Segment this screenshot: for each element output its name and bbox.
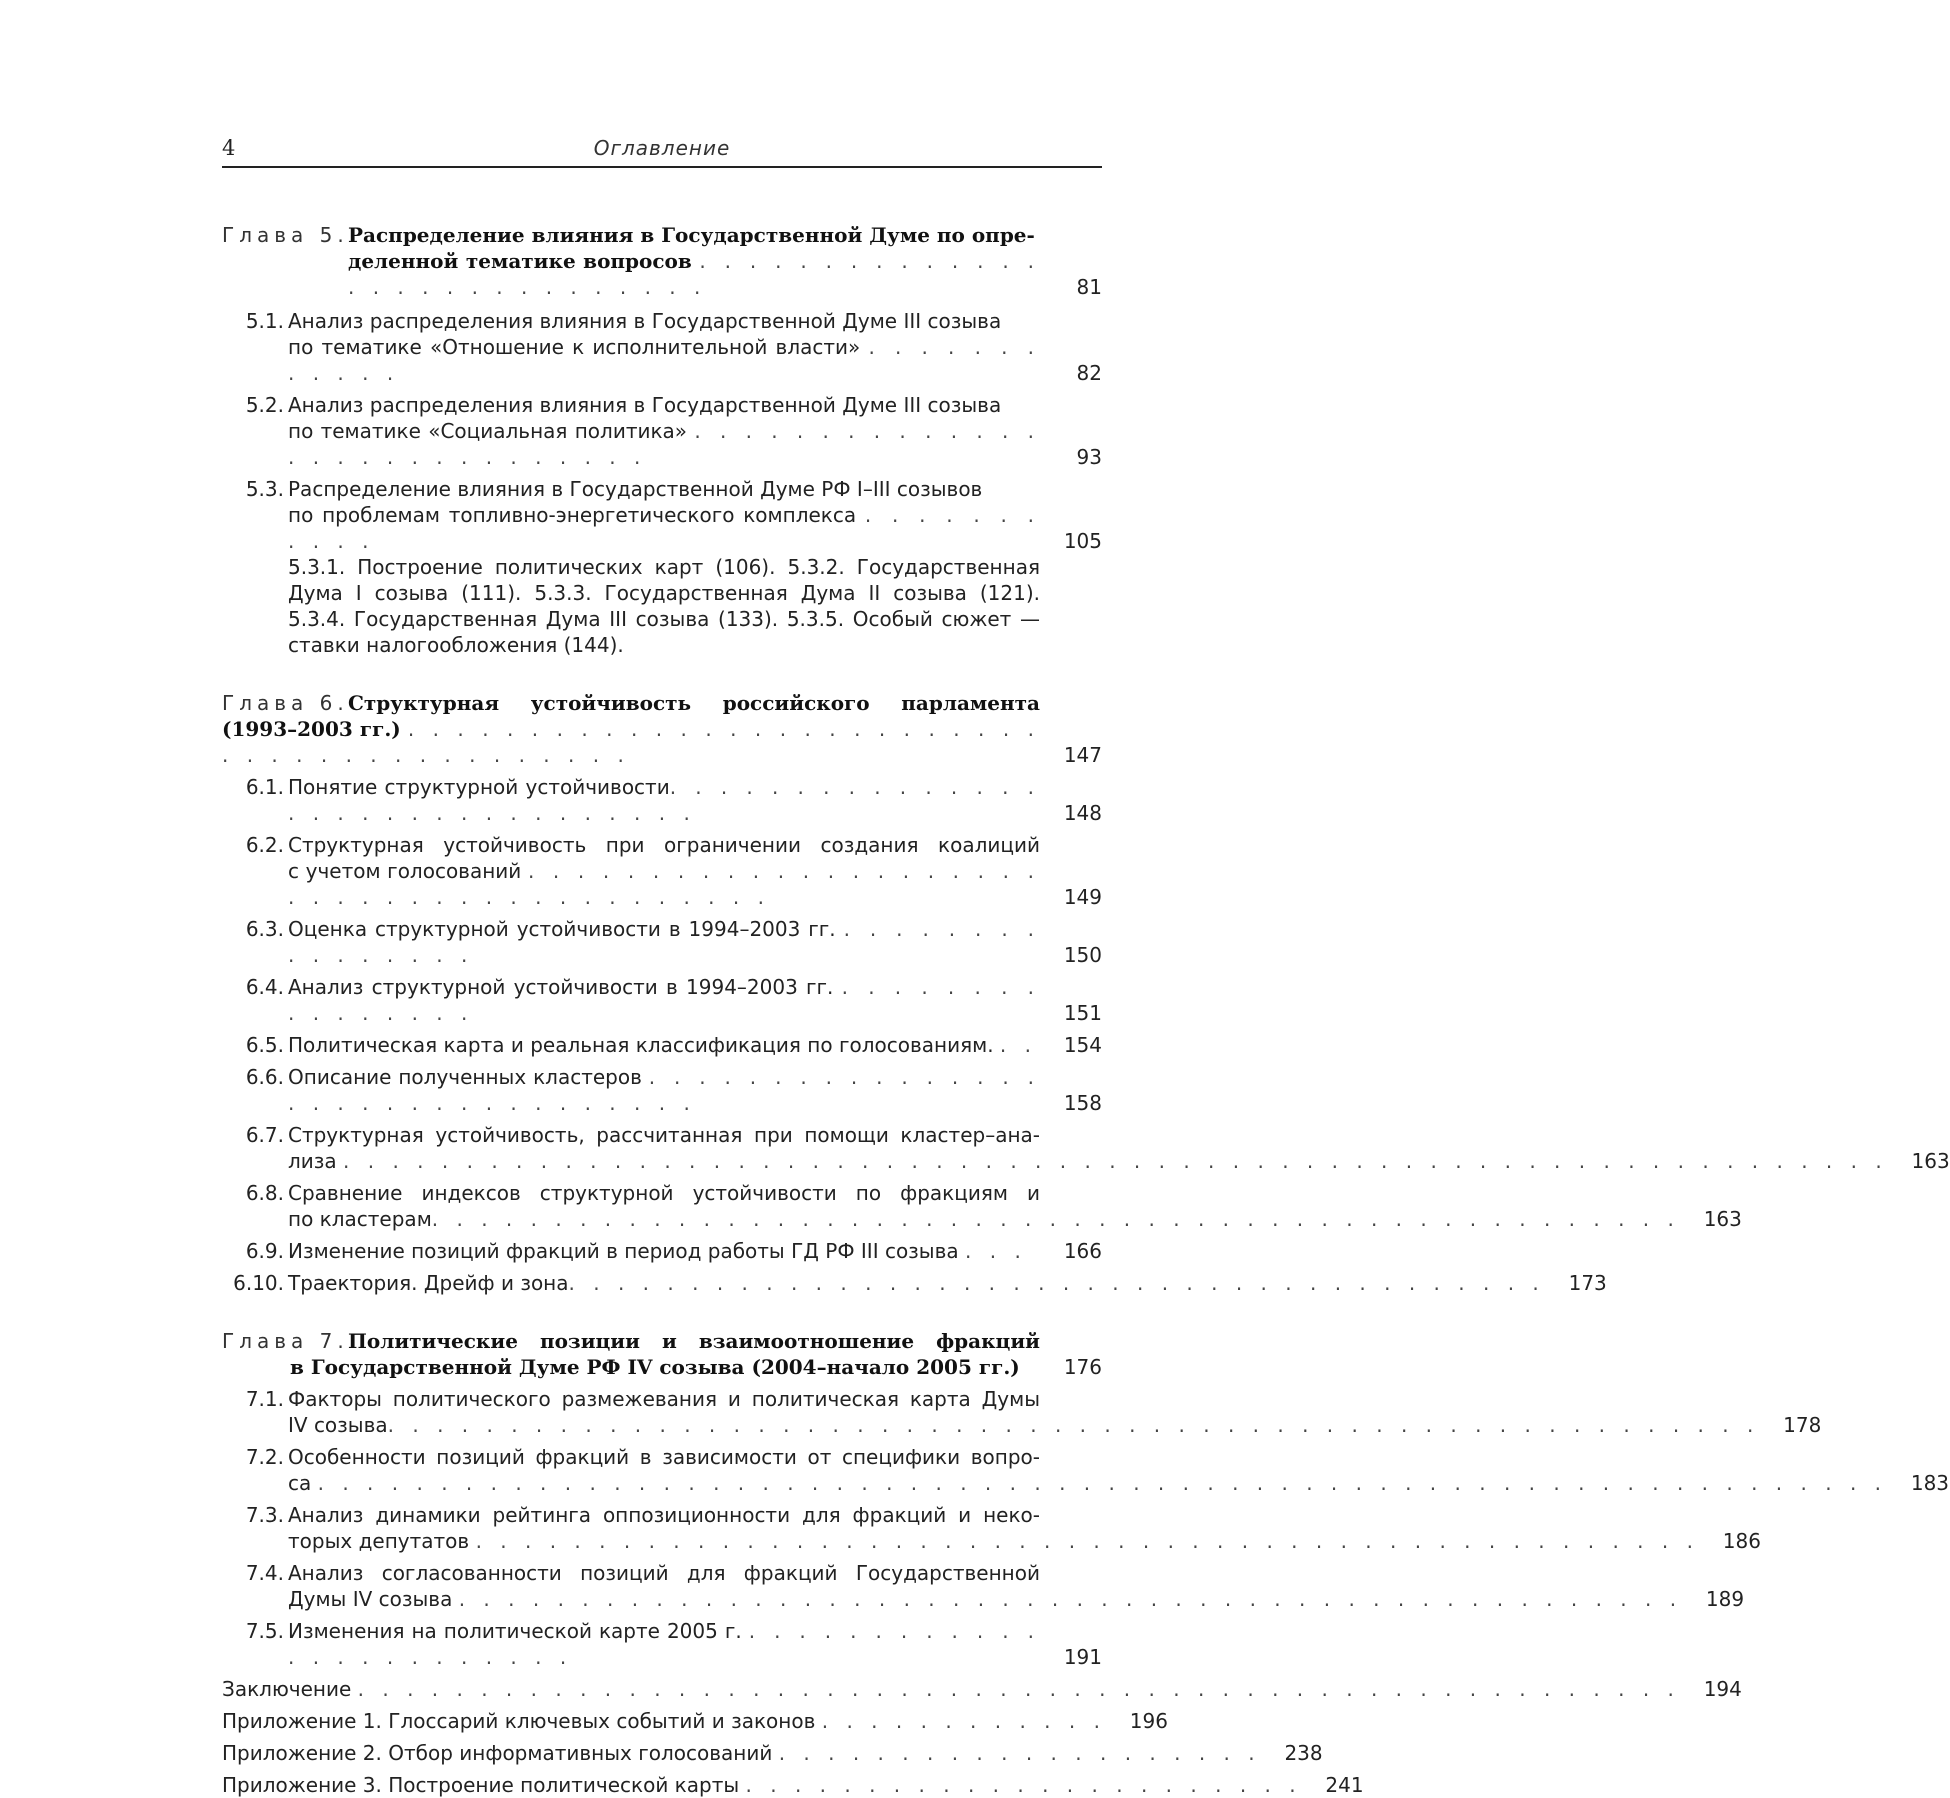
section-number: 6.7. [245,1123,284,1147]
section-page: 148 [1063,801,1102,825]
section-page: 191 [1063,1645,1102,1669]
table-of-contents [222,222,1950,1798]
leader-dots: . . . . . . . . . . . . . . . . . . . . . . . . . . . . . . . . . . . . . . . . . . . [222,717,1040,767]
section-title: Структурная устойчивость, рассчитанная при помощи кластер–ана- [288,1123,1040,1147]
leader-dots: . . . . . . . . . . . . [288,335,1040,385]
chapter-label: Глава 6. [222,691,349,715]
section-number: 6.2. [245,833,284,857]
section-page: 166 [1063,1239,1102,1263]
chapter-page: 81 [1076,275,1102,299]
chapter-label: Глава 5. [222,223,349,247]
section-number: 5.1. [245,309,284,333]
toc-entry-7-4-cont: Думы IV созыва . . . . . . . . . . . . . . . . . . . . . . . . . . . . . . . . . . . . . . . . . . . . . . . . . . 189 [288,1587,1745,1611]
entry-page: 241 [1325,1773,1364,1797]
section-number: 7.1. [245,1387,284,1411]
section-title: Анализ динамики рейтинга оппозиционности для фракций и неко- [288,1503,1040,1527]
running-head [222,134,1102,168]
section-page: 150 [1063,943,1102,967]
toc-entry-5-2[interactable] [222,392,1102,418]
section-page: 105 [1063,529,1102,553]
chapter-title-line1: Политические позиции и взаимоотношение фракций [348,1329,1040,1353]
toc-entry-7-4[interactable] [222,1560,1102,1586]
section-title: Анализ распределения влияния в Государственной Думе III созыва [288,393,1002,417]
leader-dots: . . . . . . . . . . . . . . . . . . . . . . . [745,1773,1302,1797]
chapter-heading-cont [222,1354,1102,1380]
section-title: Сравнение индексов структурной устойчивости по фракциям и [288,1181,1040,1205]
entry-title: Заключение [222,1677,352,1701]
section-title: Факторы политического размежевания и политическая карта Думы [288,1387,1040,1411]
section-number: 7.4. [245,1561,284,1585]
running-head-title: Оглавление [593,136,731,160]
toc-entry-7-3-cont: торых депутатов . . . . . . . . . . . . . . . . . . . . . . . . . . . . . . . . . . . . . . . . . . . . . . . . . . 186 [288,1529,1761,1553]
toc-entry-appendix-2[interactable] [222,1740,1323,1766]
toc-entry-5-2-cont: по тематике «Социальная политика» . . . . . . . . . . . . . . . . . . . . . . . . . . . . . 93 [288,419,1102,469]
chapter-title-line2: (1993–2003 гг.) [222,717,401,741]
leader-dots: . . . . . . . . . . . . . . . . . . . . . . . . . . . . . . . . . . . . . . . . . . . . . . . . . . . . . . . . [387,1413,1760,1437]
entry-title: Приложение 3. Построение политической карты [222,1773,740,1797]
leader-dots: . . . . . . . . . . . . . . . . [288,975,1041,1025]
leader-dots: . . . . . . . . . . . . . . . . . . . . . . . . . . . . . . . . . . . . . . . . . . . . . . . . . . . [431,1207,1680,1231]
section-page: 151 [1063,1001,1102,1025]
toc-entry-6-9[interactable] [222,1238,1102,1264]
section-number: 6.1. [245,775,284,799]
leader-dots: . . . . . . . . . . . . . . . . . . . . . . . . . . . . . . . . [288,775,1040,825]
toc-entry-7-1-cont: IV созыва. . . . . . . . . . . . . . . . . . . . . . . . . . . . . . . . . . . . . . . . . . . . . . . . . . . . . . . . 178 [288,1413,1822,1437]
chapter-title-line1: Распределение влияния в Государственной Думе по опре- [348,223,1035,247]
section-page: 149 [1063,885,1102,909]
chapter-5 [222,222,1102,658]
toc-entry-7-3[interactable] [222,1502,1102,1528]
chapter-heading[interactable] [222,222,1102,248]
section-number: 7.3. [245,1503,284,1527]
section-title: Особенности позиций фракций в зависимости от специфики вопро- [288,1445,1040,1469]
leader-dots: . . . . . . . . . . . . . . . . . . . . . . . . . . . . . . . . . . . . . . . . . [288,859,1040,909]
toc-entry-6-6[interactable] [222,1064,1102,1116]
section-title: Траектория. Дрейф и зона [288,1271,569,1295]
leader-dots: . . [999,1033,1037,1057]
chapter-heading[interactable] [222,1328,1102,1354]
toc-entry-5-3[interactable] [222,476,1102,502]
section-title: Анализ согласованности позиций для фракций Государственной [288,1561,1040,1585]
leader-dots: . . . . . . . . . . . . . . . . . . . . . . . . . . . . . . . . . . . . . . . . . . . . . . . . . . [458,1587,1683,1611]
section-title: Оценка структурной устойчивости в 1994–2003 гг. [288,917,836,941]
page-number: 4 [222,136,236,160]
toc-entry-6-3[interactable] [222,916,1102,968]
section-title: Политическая карта и реальная классификация по голосованиям. [288,1033,994,1057]
chapter-heading-cont [222,716,1102,768]
leader-dots: . . . . . . . . . . . . . . . . . . . . . . . . . . . . . . . . . . . . . . . . . . . . . . . . . . . . . . . . . . . . . . . . [317,1471,1888,1495]
section-number: 7.5. [245,1619,284,1643]
section-page: 93 [1076,445,1102,469]
toc-entry-6-1[interactable] [222,774,1102,826]
toc-entry-5-3-cont: по проблемам топливно-энергетического комплекса . . . . . . . . . . . 105 [288,503,1102,553]
section-title: Изменения на политической карте 2005 г. [288,1619,742,1643]
chapter-heading[interactable] [222,690,1102,716]
section-title: Изменение позиций фракций в период работы ГД РФ III созыва [288,1239,959,1263]
section-page: 163 [1911,1149,1950,1173]
toc-entry-5-1-cont: по тематике «Отношение к исполнительной власти» . . . . . . . . . . . . 82 [288,335,1102,385]
section-title: Понятие структурной устойчивости [288,775,670,799]
section-number: 5.3. [245,477,284,501]
subsection-list: 5.3.1. Построение политических карт (106). 5.3.2. Государственная Дума I созыва (111). 5.3.3. Государственная Дума II созыва (121). 5.3.4. Государственная Дума III созыва (133). 5.3.5. Особый сюжет — ставки налогообложения (144). [288,555,1040,657]
leader-dots: . . . . . . . . . . . . . . . . . . . . . . . . [288,1619,1040,1669]
toc-entry-7-2[interactable] [222,1444,1102,1470]
section-page: 178 [1783,1413,1822,1437]
chapter-title-line1: Структурная устойчивость российского парламента [348,691,1040,715]
section-number: 6.10. [233,1271,284,1295]
toc-entry-6-2[interactable] [222,832,1102,858]
toc-subsections-5-3 [222,554,1102,658]
section-number: 6.3. [245,917,284,941]
toc-entry-6-10[interactable] [222,1270,1607,1296]
section-page: 189 [1705,1587,1745,1611]
leader-dots: . . . . . . . . . . . . . . . . . . . . . . . . . . . . . [288,419,1040,469]
section-number: 6.9. [245,1239,284,1263]
leader-dots: . . . . . . . . . . . . . . . . . . . . . . . . . . . . . [348,249,1040,299]
chapter-7 [222,1328,1950,1798]
section-page: 183 [1910,1471,1950,1495]
toc-entry-7-5[interactable] [222,1618,1102,1670]
toc-entry-6-7-cont: лиза . . . . . . . . . . . . . . . . . . . . . . . . . . . . . . . . . . . . . . . . . . . . . . . . . . . . . . . . . . . . . . . 163 [288,1149,1950,1173]
section-title: Структурная устойчивость при ограничении создания коалиций [288,833,1040,857]
chapter-title-line2: деленной тематике вопросов [348,249,692,273]
section-number: 7.2. [245,1445,284,1469]
section-title: Анализ структурной устойчивости в 1994–2003 гг. [288,975,834,999]
leader-dots: . . . [965,1239,1027,1263]
toc-entry-6-2-cont: с учетом голосований . . . . . . . . . . . . . . . . . . . . . . . . . . . . . . . . . . . . . . . . . 149 [288,859,1102,909]
chapter-label: Глава 7. [222,1329,349,1353]
section-page: 186 [1722,1529,1761,1553]
toc-entry-7-2-cont: са . . . . . . . . . . . . . . . . . . . . . . . . . . . . . . . . . . . . . . . . . . . . . . . . . . . . . . . . . . . . . . . . 183 [288,1471,1950,1495]
leader-dots: . . . . . . . . . . . . . . . . . . . . . . . . . . . . . . . . . . . . . . . . [568,1271,1545,1295]
section-title: Описание полученных кластеров [288,1065,642,1089]
section-title: Распределение влияния в Государственной Думе РФ I–III созывов [288,477,983,501]
section-page: 82 [1076,361,1102,385]
entry-title: Приложение 1. Глоссарий ключевых событий и законов [222,1709,816,1733]
section-number: 6.6. [245,1065,284,1089]
leader-dots: . . . . . . . . . . . . . . . . . . . . . . . . . . . . . . . . . . . . . . . . . . . . . . . . . . . . . . [357,1677,1680,1701]
entry-title: Приложение 2. Отбор информативных голосований [222,1741,773,1765]
leader-dots: . . . . . . . . . . . [288,503,1040,553]
leader-dots: . . . . . . . . . . . . [821,1709,1106,1733]
chapter-heading-cont [222,248,1102,300]
toc-entry-appendix-1[interactable] [222,1708,1168,1734]
toc-entry-6-5[interactable] [222,1032,1102,1058]
section-number: 6.8. [245,1181,284,1205]
section-page: 173 [1568,1271,1607,1295]
toc-entry-6-7[interactable] [222,1122,1102,1148]
leader-dots: . . . . . . . . . . . . . . . . [288,917,1040,967]
toc-entry-conclusion[interactable] [222,1676,1742,1702]
toc-entry-7-1[interactable] [222,1386,1102,1412]
chapter-title-line2: в Государственной Думе РФ IV созыва (2004–начало 2005 гг.) [290,1355,1020,1379]
toc-entry-6-4[interactable] [222,974,1102,1026]
toc-entry-6-8[interactable] [222,1180,1102,1206]
leader-dots: . . . . . . . . . . . . . . . . . . . . . . . . . . . . . . . . . . . . . . . . . . . . . . . . . . [475,1529,1699,1553]
entry-page: 194 [1703,1677,1742,1701]
section-number: 6.4. [245,975,284,999]
entry-page: 238 [1284,1741,1323,1765]
section-page: 158 [1063,1091,1102,1115]
chapter-page: 147 [1063,743,1102,767]
section-number: 5.2. [245,393,284,417]
section-page: 154 [1063,1033,1102,1057]
leader-dots: . . . . . . . . . . . . . . . . . . . . . . . . . . . . . . . . . [288,1065,1040,1115]
toc-entry-6-8-cont: по кластерам. . . . . . . . . . . . . . . . . . . . . . . . . . . . . . . . . . . . . . . . . . . . . . . . . . . 163 [288,1207,1742,1231]
section-number: 6.5. [245,1033,284,1057]
chapter-6 [222,690,1950,1296]
leader-dots: . . . . . . . . . . . . . . . . . . . . [778,1741,1261,1765]
section-title: Анализ распределения влияния в Государственной Думе III созыва [288,309,1002,333]
leader-dots: . . . . . . . . . . . . . . . . . . . . . . . . . . . . . . . . . . . . . . . . . . . . . . . . . . . . . . . . . . . . . . . [343,1149,1888,1173]
toc-entry-appendix-3[interactable] [222,1772,1364,1798]
entry-page: 196 [1129,1709,1168,1733]
chapter-page: 176 [1063,1355,1102,1379]
section-page: 163 [1703,1207,1742,1231]
toc-entry-5-1[interactable] [222,308,1102,334]
